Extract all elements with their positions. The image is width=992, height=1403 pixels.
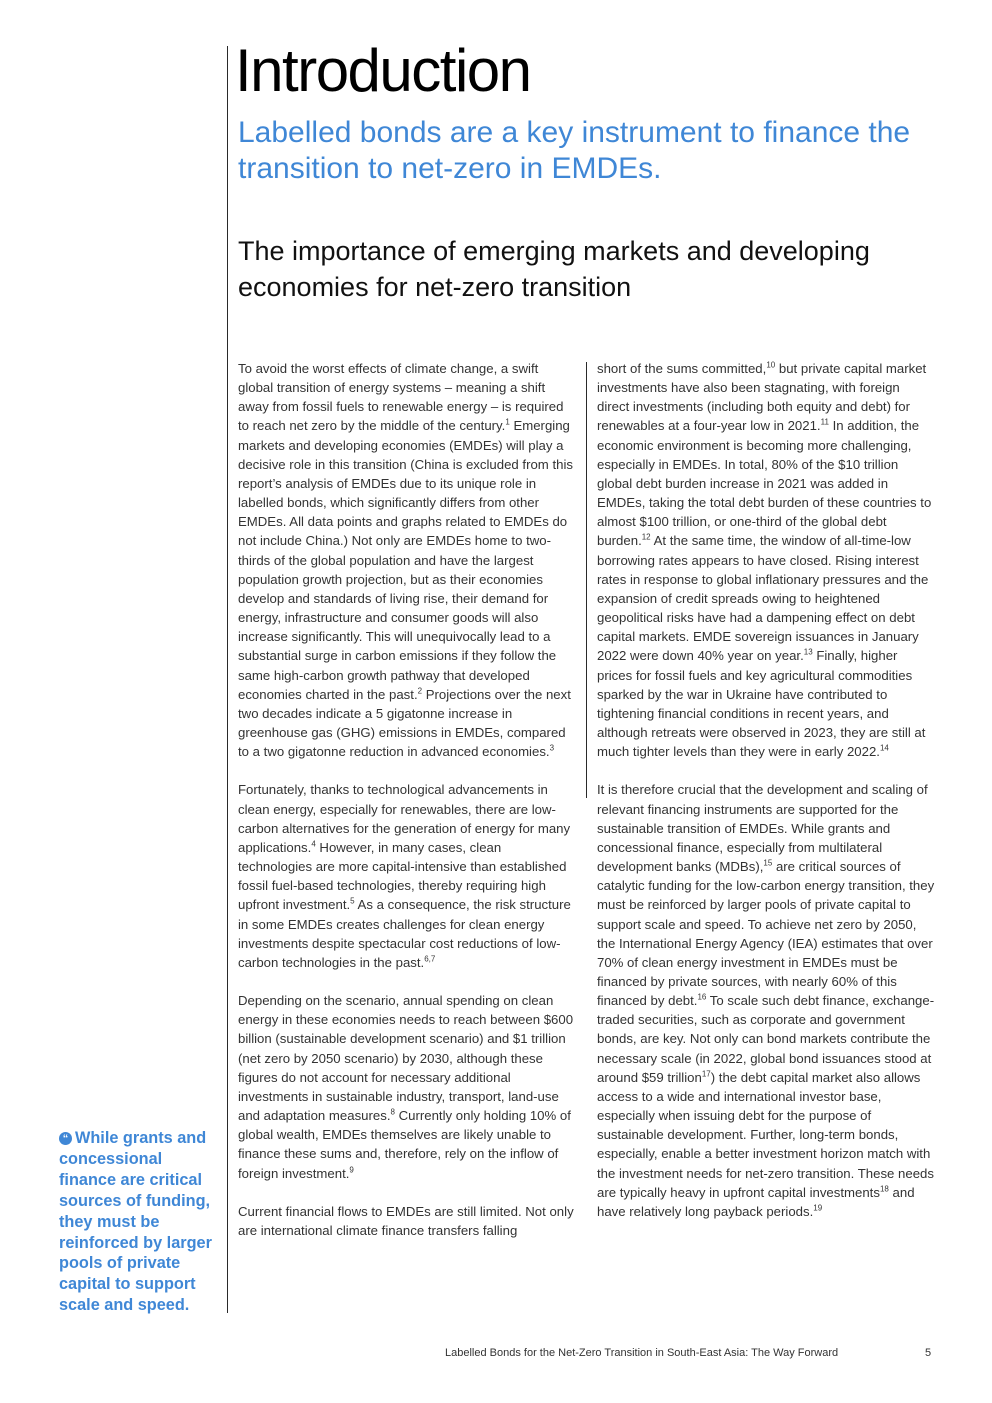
section-heading: The importance of emerging markets and developing economies for net-zero transition [238, 236, 870, 302]
text-run: Projections over the next two decades indicate a 5 gigatonne increase in greenhouse gas (GHG) emissions in EMDEs, compared to a two gigatonne reduction in advanced economies. [238, 686, 571, 760]
quote-icon: “ [59, 1132, 72, 1145]
text-run: Emerging markets and developing economies (EMDEs) will play a decisive role in this transition (China is excluded from this report’s analysis of EMDEs due to its unique role in labelled bonds, which significantly differs from other EMDEs. All data points and graphs related to EMDEs do not include China.) Not only are EMDEs home to two-thirds of the global population and have the largest population growth projection, but as their economies develop and standards of living rise, their demand for energy, infrastructure and consumer goods will also increase significantly. This will unequivocally lead to a substantial surge in carbon emissions if they follow the same high-carbon growth pathway that developed economies charted in the past. [238, 418, 573, 702]
body-column-left [238, 359, 576, 1259]
page-number: 5 [925, 1347, 932, 1359]
paragraph [238, 991, 576, 1183]
text-run: short of the sums committed, [597, 361, 767, 376]
footnote-ref: 1 [505, 418, 510, 428]
footnote-ref: 13 [803, 647, 813, 657]
body-column-right [597, 359, 935, 1240]
footer [445, 1347, 838, 1359]
page-subtitle: Labelled bonds are a key instrument to finance the transition to net-zero in EMDEs. [238, 116, 911, 185]
footnote-ref: 14 [879, 743, 889, 753]
column-divider-rule [586, 362, 587, 798]
footer-report-subtitle: The Way Forward [748, 1347, 839, 1359]
footnote-ref: 8 [390, 1107, 395, 1117]
pull-quote-text: While grants and concessional finance are critical sources of funding, they must be reinforced by larger pools of private capital to support scale and speed. [59, 1129, 212, 1315]
text-run: and have relatively long payback periods. [597, 1184, 915, 1219]
text-run: ) the debt capital market also allows access to a wide and international investor base, especially when issuing debt for the purpose of sustainable development. Further, long-term bonds, especially, enable a better investment horizon match with the investment needs for net-zero transition. These needs are typically heavy in upfront capital investments [597, 1069, 934, 1200]
footnote-ref: 10 [766, 360, 776, 370]
pull-quote [59, 1128, 219, 1316]
footer-report-title: Labelled Bonds for the Net-Zero Transition in South-East Asia: [445, 1347, 749, 1359]
text-run: To avoid the worst effects of climate change, a swift global transition of energy systems – meaning a shift away from fossil fuels to renewable energy – is required to reach net zero by the middle of the century. [238, 361, 564, 434]
page-title: Introduction [235, 37, 531, 104]
paragraph [238, 359, 576, 761]
text-run: In addition, the economic environment is becoming more challenging, especially in EMDEs. In total, 80% of the $10 trillion global debt burden increase in 2021 was added in EMDEs, taking the total debt burden of these countries to almost $100 trillion, or one-third of the global debt burden. [597, 418, 932, 549]
paragraph [597, 780, 935, 1221]
text-run: Fortunately, thanks to technological advancements in clean energy, especially for renewables, there are low-carbon alternatives for the generation of energy for many applications. [238, 782, 571, 855]
text-run: At the same time, the window of all-time-low borrowing rates appears to have closed. Rising interest rates in response to global inflationary pressures and the expansion of credit spreads owing to heightened geopolitical risks have had a dampening effect on debt capital markets. EMDE sovereign issuances in January 2022 were down 40% year on year. [597, 533, 929, 664]
text-run: It is therefore crucial that the development and scaling of relevant financing instruments are supported for the sustainable transition of EMDEs. While grants and concessional finance, especially from multilateral development banks (MDBs), [597, 782, 928, 875]
paragraph [238, 1202, 576, 1240]
footnote-ref: 16 [697, 992, 707, 1002]
main-vertical-rule [227, 46, 228, 1313]
footnote-ref: 15 [763, 858, 773, 868]
text-run: Depending on the scenario, annual spending on clean energy in these economies needs to reach between $600 billion (sustainable development scenario) and $1 trillion (net zero by 2050 scenario) by 2030, although these figures do not account for necessary additional investments in sustainable industry, transport, land-use and adaptation measures. [238, 993, 574, 1124]
footnote-ref: 6,7 [424, 954, 436, 964]
text-run: are critical sources of catalytic funding for the low-carbon energy transition, they must be reinforced by larger pools of private capital to support scale and speed. To achieve net zero by 2050, the International Energy Agency (IEA) estimates that over 70% of clean energy investment in EMDEs must be financed by private sources, with nearly 60% of this financed by debt. [597, 859, 935, 1009]
text-run: Finally, higher prices for fossil fuels and key agricultural commodities sparked by the war in Ukraine have contributed to tightening financial conditions in recent years, and although retreats were observed in 2023, they are still at much tighter levels than they were in early 2022. [597, 648, 926, 760]
footnote-ref: 17 [701, 1069, 711, 1079]
text-run: As a consequence, the risk structure in some EMDEs creates challenges for clean energy investments despite spectacular cost reductions of low-carbon technologies in the past. [238, 897, 571, 970]
paragraph [238, 780, 576, 972]
paragraph [597, 359, 935, 761]
footnote-ref: 3 [549, 743, 555, 753]
footnote-ref: 12 [641, 533, 651, 543]
footnote-ref: 2 [417, 686, 423, 696]
text-run: Currently only holding 10% of global wealth, EMDEs themselves are likely unable to finance these sums and, therefore, rely on the inflow of foreign investment. [238, 1108, 571, 1181]
text-run: but private capital market investments have also been stagnating, with foreign direct investments (including both equity and debt) for renewables at a four-year low in 2021. [597, 361, 927, 434]
footnote-ref: 4 [311, 839, 316, 849]
footnote-ref: 18 [879, 1184, 889, 1194]
text-run: To scale such debt finance, exchange-traded securities, such as corporate and government bonds, are key. Not only can bond markets contribute the necessary scale (in 2022, global bond issuances stood at around $59 trillion [597, 993, 935, 1085]
footnote-ref: 5 [350, 896, 355, 906]
footnote-ref: 19 [813, 1203, 823, 1213]
footnote-ref: 11 [820, 418, 829, 428]
text-run: Current financial flows to EMDEs are still limited. Not only are international climate finance transfers falling [238, 1203, 574, 1238]
footnote-ref: 9 [349, 1165, 354, 1175]
text-run: However, in many cases, clean technologies are more capital-intensive than established fossil fuel-based technologies, thereby requiring high upfront investment. [238, 839, 567, 913]
